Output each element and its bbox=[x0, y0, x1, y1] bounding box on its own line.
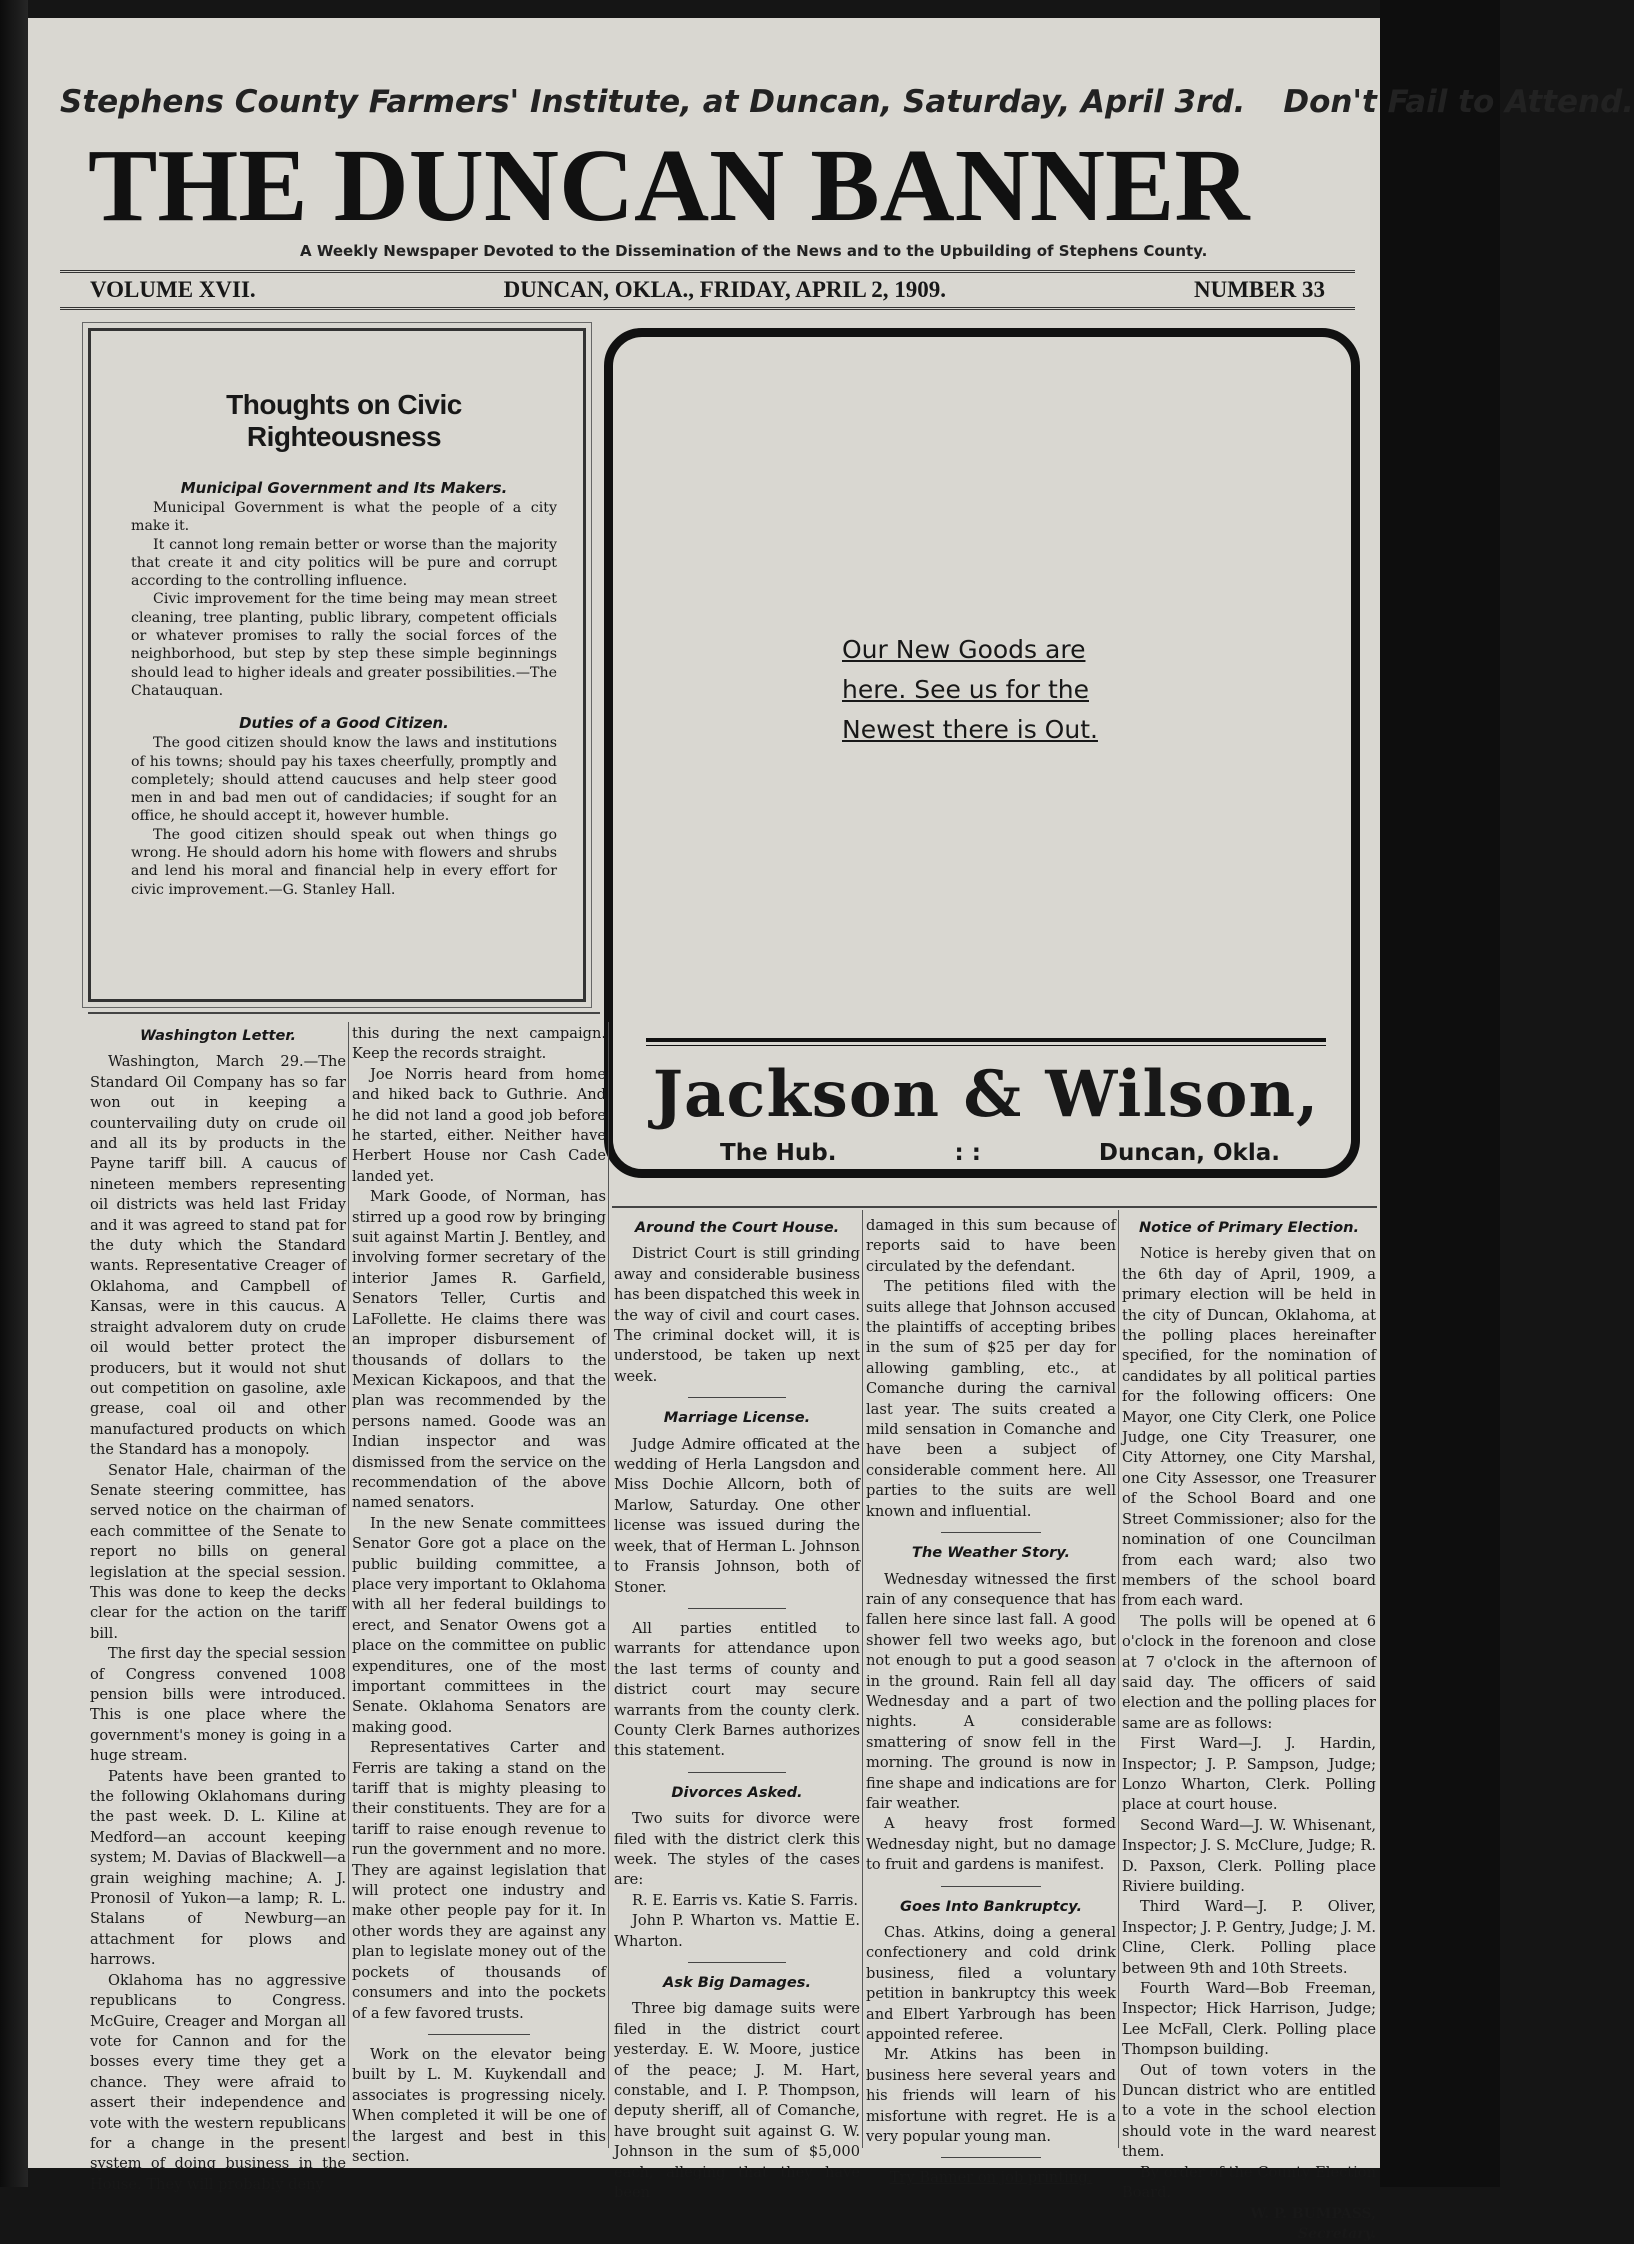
weather-heading: The Weather Story. bbox=[911, 1544, 1071, 1562]
column-top-rule bbox=[88, 1012, 600, 1014]
civic-paragraph: The good citizen should know the laws and institutions of his towns; should pay his taxes cheerfully, promptly and completely; should attend caucuses and help steer good men in and bad men out of candidacies; if sought for an office, he should accept it, however humble. bbox=[131, 735, 557, 825]
ad-location: Duncan, Okla. bbox=[1098, 1140, 1280, 1166]
ward-second: Second Ward—J. W. Whisenant, Inspector; J. S. McClure, Judge; R. D. Paxson, Clerk. Polling place Riviere building. bbox=[1122, 1816, 1376, 1895]
ad-line: here. See us for the bbox=[842, 675, 1089, 704]
signer-name: W. P. BUMPASS, bbox=[1250, 2205, 1376, 2222]
marriage-heading: Marriage License. bbox=[663, 1409, 811, 1427]
civic-section2-heading: Duties of a Good Citizen. bbox=[239, 714, 449, 733]
column-top-rule bbox=[612, 1206, 1377, 1208]
dateline bbox=[60, 270, 1355, 310]
top-banner bbox=[60, 72, 1634, 132]
civic-paragraph: Municipal Government is what the people of a city make it. bbox=[131, 500, 557, 535]
scan-margin bbox=[1380, 0, 1500, 2187]
marriage-text: Judge Admire officated at the wedding of Herla Langsdon and Miss Dochie Allcorn, both of Marlow, Saturday. One other license was issued during the week, that of Herman L. Johnson to Fransis Johnson, both of Stoner. bbox=[614, 1435, 860, 1596]
damages-text: Three big damage suits were filed in the district court yesterday. E. W. Moore, justice of the peace; J. M. Hart, constable, and I. P. Thompson, deputy sheriff, all of Comanche, have brought suit against G. W. Johnson in the sum of $5,000 each, alleging that they have been bbox=[614, 2000, 860, 2202]
ad-store: The Hub. bbox=[720, 1140, 837, 1166]
ad-rule bbox=[646, 1038, 1326, 1046]
article-paragraph: In the new Senate committees Senator Gore got a place on the public building committee, a place very important to Oklahoma with all her federal buildings to erect, and Senator Owens got a place on the committee on public expenditures, one of the most important committees in the Senate. Oklahoma Senators are making good. bbox=[352, 1514, 606, 1736]
article-paragraph: Oklahoma has no aggressive republicans to Congress. McGuire, Creager and Morgan all vote for Cannon and for the bosses every time they get a chance. They were afraid to assert their independence and vote with the western republicans for a change in the present system of doing business in the House. They will probably deny bbox=[90, 1971, 346, 2193]
binding-edge bbox=[0, 0, 28, 2187]
column-divider bbox=[862, 1210, 863, 2148]
article-paragraph: Representatives Carter and Ferris are taking a stand on the tariff that is mighty pleasing to their constituents. They are for a tariff to raise enough revenue to run the government and no more. They are against legislation that will protect one industry and make other people pay for it. In other words they are against any plan to legislate money out of the pockets of thousands of consumers and into the pockets of a few favored trusts. bbox=[352, 1739, 606, 2022]
masthead-title: THE DUNCAN BANNER bbox=[88, 128, 1250, 243]
civic-paragraph: Civic improvement for the time being may mean street cleaning, tree planting, public library, competent officials or whatever promises to rally the social forces of the neighborhood, but step by step these simple beginnings should lead to higher ideals and greater possibilities.—The Chatauquan. bbox=[131, 591, 557, 699]
warrants-text: All parties entitled to warrants for attendance upon the last terms of county and district court may secure warrants from the county clerk. County Clerk Barnes authorizes this statement. bbox=[614, 1619, 860, 1760]
damages-continued: damaged in this sum because of reports said to have been circulated by the defendant. bbox=[866, 1217, 1116, 1275]
section-rule bbox=[688, 1772, 786, 1773]
court-text: District Court is still grinding away and considerable business has been dispatched this week in the way of civil and court cases. The criminal docket will, it is understood, be taken up next week. bbox=[614, 1245, 860, 1385]
ad-separator: : : bbox=[954, 1140, 981, 1166]
column-divider bbox=[348, 1022, 349, 2148]
divorce-text: Two suits for divorce were filed with the district clerk this week. The styles of the cases are: bbox=[614, 1810, 860, 1889]
article-paragraph: this during the next campaign. Keep the records straight. bbox=[352, 1025, 606, 1063]
advertisement-frame bbox=[604, 328, 1360, 1178]
article-paragraph: Patents have been granted to the following Oklahomans during the past week. D. L. Kiline at Medford—an account keeping system; M. Davias of Blackwell—a grain weighing machine; A. J. Pronosil of Yukon—a lamp; R. L. Stalans of Newburg—an attachment for plows and harrows. bbox=[90, 1767, 346, 1969]
court-heading: Around the Court House. bbox=[634, 1219, 840, 1236]
signer-title: Secretary. bbox=[1297, 2225, 1376, 2242]
petitions-text: The petitions filed with the suits allege that Johnson accused the plaintiffs of accepting bribes in the sum of $25 per day for allowing gambling, etc., at Comanche during the carnival last year. The suits created a mild sensation in Comanche and have been a subject of considerable comment here. All parties to the suits are well known and influential. bbox=[866, 1278, 1116, 1520]
section-rule bbox=[941, 1532, 1041, 1533]
election-polls: The polls will be opened at 6 o'clock in the forenoon and close at 7 o'clock in the afternoon of said day. The officers of said election and the polling places for same are as follows: bbox=[1122, 1612, 1376, 1732]
ad-store-line bbox=[720, 1136, 1280, 1170]
election-order: By order of the County Election Board. bbox=[1122, 2163, 1376, 2202]
masthead-tagline: A Weekly Newspaper Devoted to the Dissemination of the News and to the Upbuilding of Stephens County. bbox=[300, 242, 1208, 260]
civic-section1-heading: Municipal Government and Its Makers. bbox=[180, 479, 508, 497]
section-rule bbox=[941, 1886, 1041, 1887]
election-intro: Notice is hereby given that on the 6th day of April, 1909, a primary election will be held in the city of Duncan, Oklahoma, at the polling places hereinafter specified, for the nomination of candidates by all political parties for the following officers: One Mayor, one City Clerk, one Police Judge, one City Treasurer, one City Attorney, one City Marshal, one City Assessor, one Treasurer of the School Board and one Street Commissioner; also for the nomination of one Councilman from each ward; also two members of the school board from each ward. bbox=[1122, 1245, 1376, 1610]
article-paragraph: Joe Norris heard from home and hiked back to Guthrie. And he did not land a good job before he started, either. Neither have Herbert House nor Cash Cade landed yet. bbox=[352, 1065, 606, 1185]
weather-text: Wednesday witnessed the first rain of any consequence that has fallen here since last fall. A good shower fell two weeks ago, but not enough to put a good season in the ground. Rain fell all day Wednesday and a part of two nights. A considerable smattering of snow fell in the morning. The ground is now in fine shape and indications are for fair weather. bbox=[866, 1570, 1116, 1812]
section-rule bbox=[428, 2034, 530, 2035]
washington-letter-col1 bbox=[90, 1024, 346, 2193]
place-date: DUNCAN, OKLA., FRIDAY, APRIL 2, 1909. bbox=[503, 277, 947, 302]
ward-fourth: Fourth Ward—Bob Freeman, Inspector; Hick Harrison, Judge; Lee McFall, Clerk. Polling place Thompson building. bbox=[1122, 1980, 1376, 2059]
divorce-case: John P. Wharton vs. Mattie E. Wharton. bbox=[614, 1912, 860, 1950]
volume: VOLUME XVII. bbox=[90, 277, 256, 302]
slogan: Don't Fail to Attend. bbox=[1283, 84, 1634, 120]
section-rule bbox=[688, 1397, 786, 1398]
ad-firm-name: Jackson & Wilson, bbox=[652, 1057, 1320, 1132]
section-rule bbox=[688, 1608, 786, 1609]
ward-third: Third Ward—J. P. Oliver, Inspector; J. P. Gentry, Judge; J. M. Cline, Clerk. Polling place between 9th and 10th Streets. bbox=[1122, 1898, 1376, 1977]
ad-line: Our New Goods are bbox=[842, 635, 1086, 664]
column-divider bbox=[608, 1022, 609, 2148]
article-paragraph: Senator Hale, chairman of the Senate steering committee, has served notice on the chairman of each committee of the Senate to report no bills on general legislation at the special session. This was done to keep the decks clear for the action on the tariff bill. bbox=[90, 1461, 346, 1642]
washington-heading: Washington Letter. bbox=[139, 1027, 297, 1044]
civic-paragraph: The good citizen should speak out when things go wrong. He should adorn his home with flowers and shrubs and lend his moral and financial help in every effort for civic improvement.—G. Stanley Hall. bbox=[131, 826, 557, 898]
ward-first: First Ward—J. J. Hardin, Inspector; J. P. Sampson, Judge; Lonzo Wharton, Clerk. Polling place at court house. bbox=[1122, 1735, 1376, 1814]
article-paragraph: Washington, March 29.—The Standard Oil Company has so far won out in keeping a countervailing duty on crude oil and all its by products in the Payne tariff bill. A caucus of nineteen members representing oil districts was held last Friday and it was agreed to stand pat for the duty which the Standard wants. Representative Creager of Oklahoma, and Campbell of Kansas, were in this caucus. A straight advalorem duty on crude oil would better protect the producers, but it would not shut out competition on gasoline, axle grease, coal oil and other manufactured products on which the Standard has a monopoly. bbox=[90, 1053, 346, 1459]
court-house-column bbox=[614, 1216, 860, 2202]
section-rule bbox=[941, 2157, 1041, 2158]
frost-text: A heavy frost formed Wednesday night, but no damage to fruit and gardens is manifest. bbox=[866, 1815, 1116, 1874]
out-of-town-voters: Out of town voters in the Duncan district who are entitled to a vote in the school election should vote in the ward nearest them. bbox=[1122, 2061, 1376, 2161]
civic-article-box bbox=[88, 328, 586, 1002]
washington-letter-col2 bbox=[352, 1024, 606, 2165]
divorce-case: R. E. Earris vs. Katie S. Farris. bbox=[632, 1891, 859, 1909]
elevator-paragraph: Work on the elevator being built by L. M. Kuykendall and associates is progressing nicely. When completed it will be one of the largest and best in this section. bbox=[352, 2045, 606, 2165]
civic-paragraph: It cannot long remain better or worse than the majority that create it and city politics will be pure and corrupt according to the controlling influence. bbox=[131, 536, 557, 590]
bankruptcy-text: Chas. Atkins, doing a general confectionery and cold drink business, filed a voluntary petition in bankruptcy this week and Elbert Yarbrough has been appointed referee. bbox=[866, 1924, 1116, 2044]
civic-title: Thoughts on Civic Righteousness bbox=[226, 389, 462, 452]
atkins-text: Mr. Atkins has been in business here several years and his friends will learn of his misfortune with regret. He is a very popular young man. bbox=[866, 2046, 1116, 2146]
divorce-heading: Divorces Asked. bbox=[671, 1783, 803, 1801]
section-rule bbox=[688, 1962, 786, 1963]
job-printing-ad: Try Banner on job printing. bbox=[889, 2169, 1093, 2187]
election-heading: Notice of Primary Election. bbox=[1138, 1219, 1360, 1236]
article-paragraph: Mark Goode, of Norman, has stirred up a good row by bringing suit against Martin J. Bentley, and involving former secretary of the interior James R. Garfield, Senators Teller, Curtis and LaFollette. He claims there was an improper disbursement of thousands of dollars to the Mexican Kickapoos, and that the plan was recommended by the persons named. Goode was an Indian inspector and was dismissed from the service on the recommendation of the above named senators. bbox=[352, 1188, 606, 1512]
bankruptcy-heading: Goes Into Bankruptcy. bbox=[899, 1897, 1082, 1915]
event-notice: Stephens County Farmers' Institute, at Duncan, Saturday, April 3rd. bbox=[60, 84, 1246, 120]
column-divider bbox=[1118, 1210, 1119, 2148]
news-column-4 bbox=[866, 1216, 1116, 2187]
damages-heading: Ask Big Damages. bbox=[662, 1974, 811, 1991]
issue-number: NUMBER 33 bbox=[1194, 277, 1325, 302]
primary-election-column bbox=[1122, 1216, 1376, 2242]
ad-line: Newest there is Out. bbox=[842, 715, 1098, 744]
article-paragraph: The first day the special session of Congress convened 1008 pension bills were introduced. This is one place where the government's money is going in a huge stream. bbox=[90, 1645, 346, 1765]
ad-goods-text bbox=[842, 630, 1142, 750]
